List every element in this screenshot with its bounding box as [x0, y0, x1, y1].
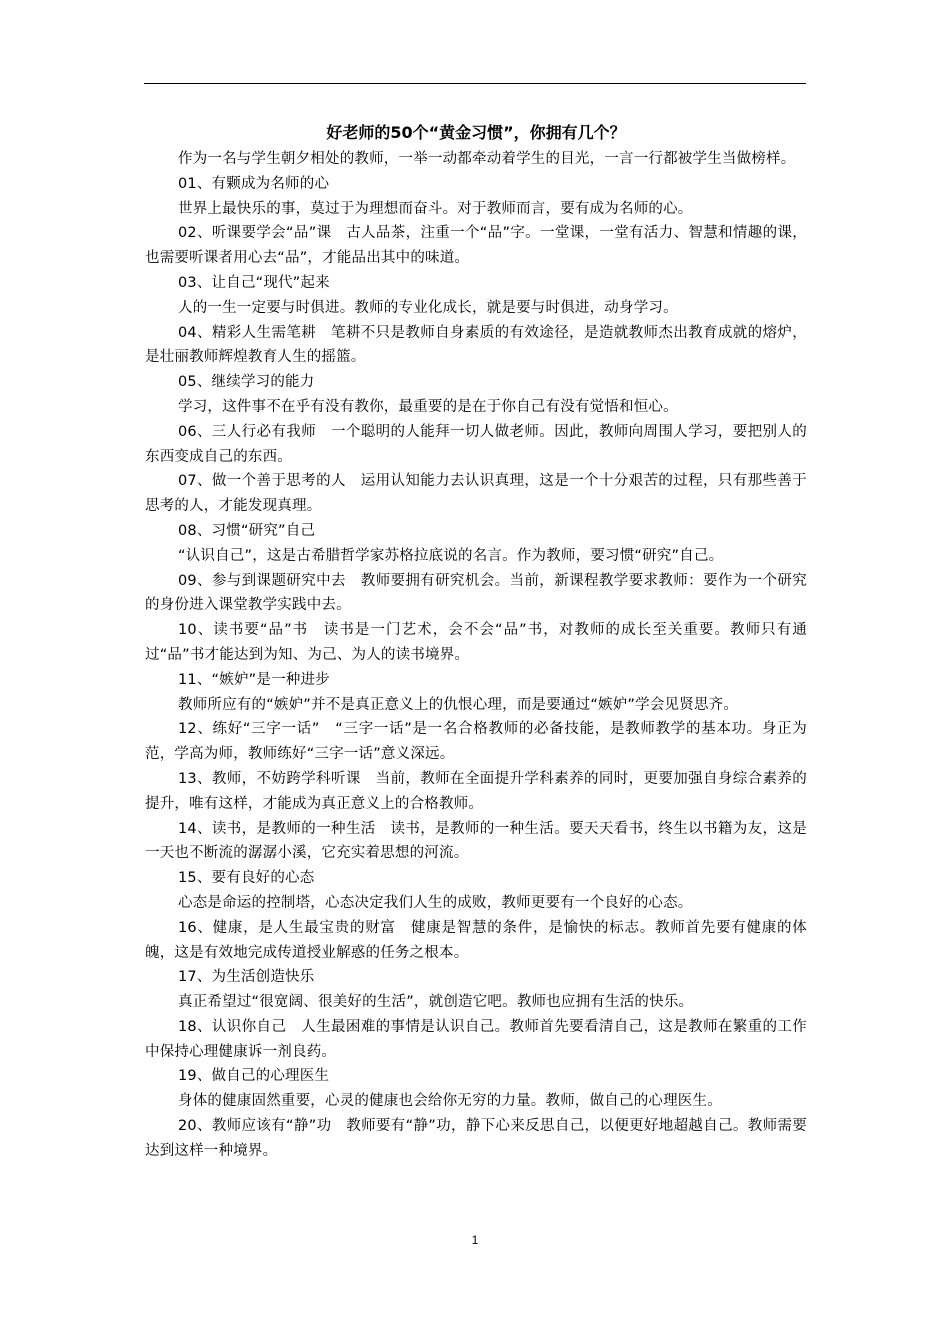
paragraph: 心态是命运的控制塔，心态决定我们人生的成败，教师更要有一个良好的心态。: [178, 894, 693, 911]
paragraph: 08、习惯“研究”自己: [178, 522, 316, 539]
paragraph: 真正希望过“很宽阔、很美好的生活”，就创造它吧。教师也应拥有生活的快乐。: [178, 994, 694, 1011]
paragraph: 14、读书，是教师的一种生活 读书，是教师的一种生活。要天天看书，终生以书籍为友，这是一天也不断流的潺潺小溪，它充实着思想的河流。: [145, 820, 807, 862]
page-number: 1: [471, 1233, 479, 1247]
paragraph: 教师所应有的“嫉妒”并不是真正意义上的仇恨心理，而是要通过“嫉妒”学会见贤思齐。: [178, 696, 739, 713]
paragraph: 18、认识你自己 人生最困难的事情是认识自己。教师首先要看清自己，这是教师在繁重的工作中保持心理健康诉一剂良药。: [145, 1018, 807, 1060]
paragraph: 20、教师应该有“静”功 教师要有“静”功，静下心来反思自己，以便更好地超越自己。教师需要达到这样一种境界。: [145, 1118, 807, 1159]
paragraph: 06、三人行必有我师 一个聪明的人能拜一切人做老师。因此，教师向周围人学习，要把别人的东西变成自己的东西。: [145, 423, 807, 465]
paragraph: 17、为生活创造快乐: [178, 969, 315, 986]
paragraph: 09、参与到课题研究中去 教师要拥有研究机会。当前，新课程教学要求教师：要作为一个研究的身份进入课堂教学实践中去。: [145, 572, 807, 614]
paragraph: 05、继续学习的能力: [178, 374, 315, 391]
paragraph: 16、健康，是人生最宝贵的财富 健康是智慧的条件，是愉快的标志。教师首先要有健康的体魄，这是有效地完成传道授业解惑的任务之根本。: [145, 919, 807, 961]
paragraph: 01、有颗成为名师的心: [178, 175, 330, 192]
paragraph: 13、教师，不妨跨学科听课 当前，教师在全面提升学科素养的同时，更要加强自身综合素养的提升，唯有这样，才能成为真正意义上的合格教师。: [145, 770, 807, 812]
paragraph: 10、读书要“品”书 读书是一门艺术，会不会“品”书，对教师的成长至关重要。教师只有通过“品”书才能达到为知、为己、为人的读书境界。: [145, 622, 807, 663]
paragraph: 03、让自己“现代”起来: [178, 274, 330, 291]
document-title: 好老师的50个“黄金习惯”，你拥有几个？: [326, 123, 626, 142]
paragraph: 世界上最快乐的事，莫过于为理想而奋斗。对于教师而言，要有成为名师的心。: [178, 200, 693, 217]
paragraph: 身体的健康固然重要，心灵的健康也会给你无穷的力量。教师，做自己的心理医生。: [178, 1093, 722, 1110]
paragraph: 07、做一个善于思考的人 运用认知能力去认识真理，这是一个十分艰苦的过程，只有那些善于思考的人，才能发现真理。: [145, 473, 807, 515]
header-rule: [144, 83, 806, 84]
paragraph: 学习，这件事不在乎有没有教你，最重要的是在于你自己有没有觉悟和恒心。: [178, 398, 678, 415]
document-body: [145, 119, 807, 1164]
intro-paragraph: 作为一名与学生朝夕相处的教师，一举一动都牵动着学生的目光，一言一行都被学生当做榜样。: [178, 151, 796, 167]
paragraph: 12、练好“三字一话” “三字一话”是一名合格教师的必备技能，是教师教学的基本功。身正为范，学高为师，教师练好“三字一话”意义深远。: [145, 721, 807, 763]
paragraph: 11、“嫉妒”是一种进步: [178, 671, 330, 688]
paragraph: 15、要有良好的心态: [178, 870, 315, 887]
paragraph: “认识自己”，这是古希腊哲学家苏格拉底说的名言。作为教师，要习惯“研究”自己。: [178, 547, 724, 564]
paragraph: 02、听课要学会“品”课 古人品茶，注重一个“品”字。一堂课，一堂有活力、智慧和情趣的课，也需要听课者用心去“品”，才能品出其中的味道。: [145, 225, 807, 267]
paragraph: 人的一生一定要与时俱进。教师的专业化成长，就是要与时俱进，动身学习。: [178, 299, 678, 316]
paragraph: 19、做自己的心理医生: [178, 1068, 330, 1085]
paragraph: 04、精彩人生需笔耕 笔耕不只是教师自身素质的有效途径，是造就教师杰出教育成就的熔炉，是壮丽教师辉煌教育人生的摇篮。: [145, 324, 807, 366]
